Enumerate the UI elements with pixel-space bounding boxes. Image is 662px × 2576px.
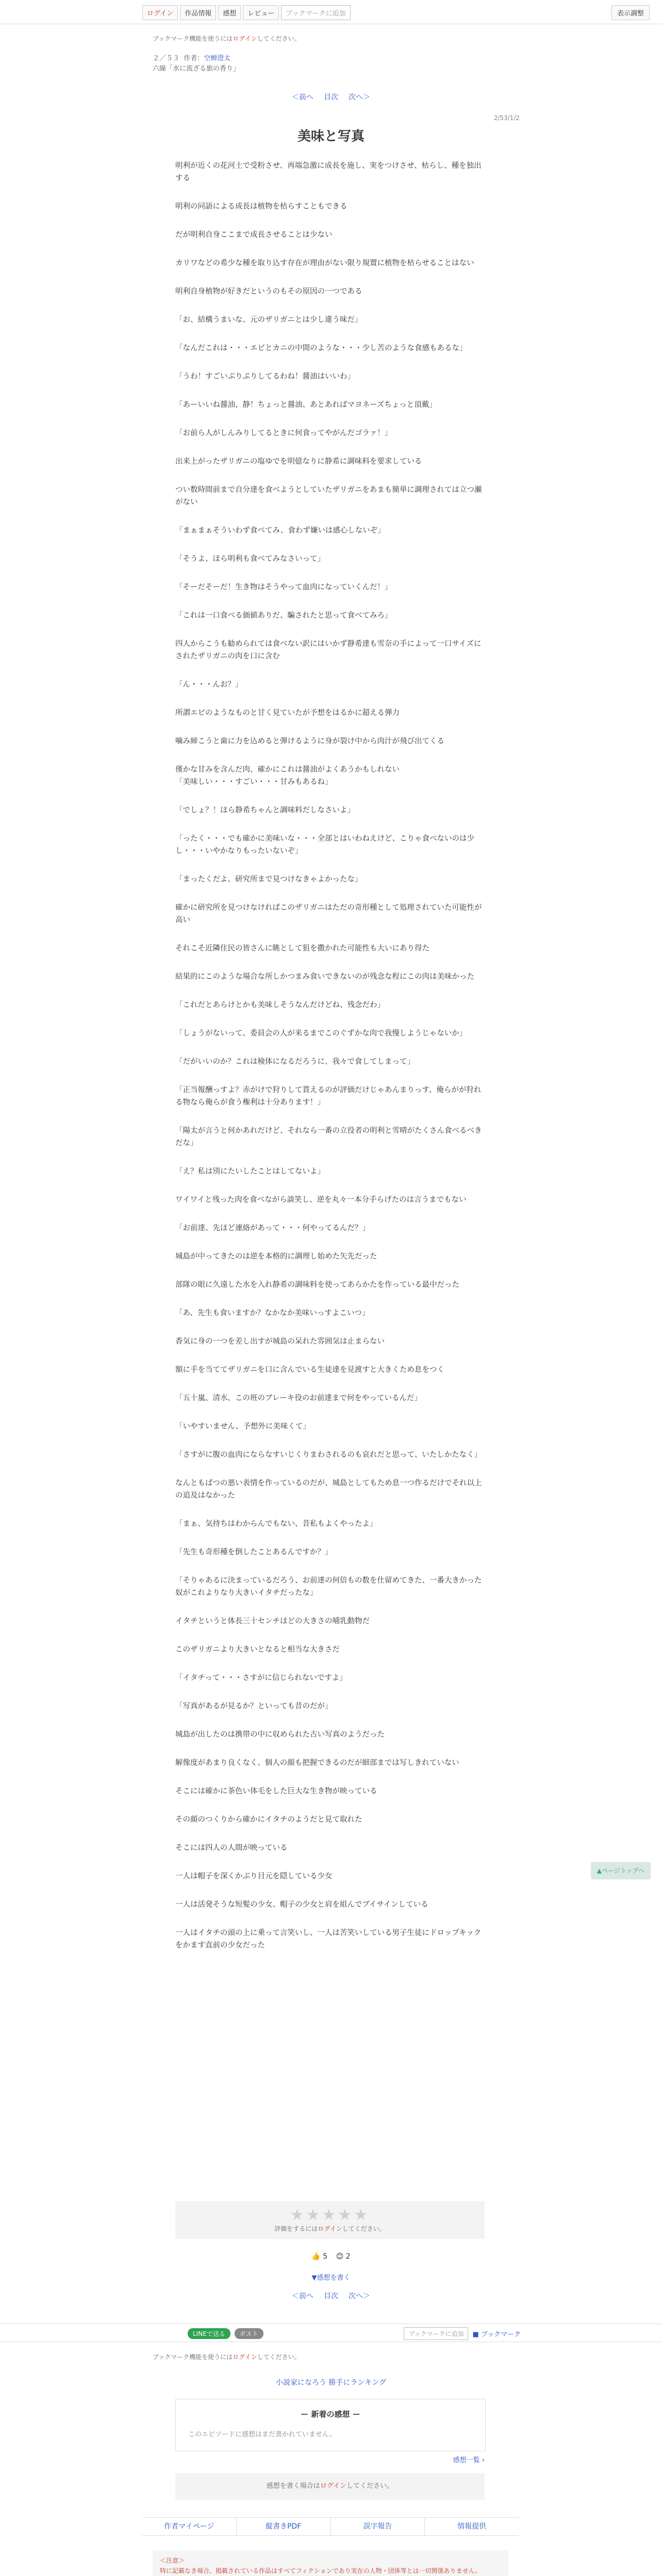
reaction-smile[interactable]: 😊 2 [336,2252,351,2261]
novel-body [175,160,485,1968]
novel-paragraph: その顔のつくりから確かにイタチのようだと見て取れた [175,1816,362,1824]
novel-paragraph: つい数時間前まで自分達を食べようとしていたザリガニをあまも簡単に調理されては立つ瀬がない [175,486,482,506]
line-share-button[interactable]: LINEで送る [188,2328,230,2339]
series-info [153,54,240,74]
impression-list-link[interactable]: 感想一覧 › [453,2456,485,2464]
login-to-write-box [175,2473,485,2500]
notice2-text-after: してください。 [257,2353,301,2361]
post-share-button[interactable]: ポスト [235,2328,263,2339]
novel-paragraph: 明利が近くの花河土で受粉させ、再端急激に成長を施し、実をつけさせ、枯らし、種を独出する [175,162,482,182]
novel-paragraph: このザリガニより大きいとなると相当な大きさだ [175,1646,340,1654]
prev-link[interactable]: ＜前へ [292,93,313,101]
novel-paragraph: 明利自身植物が好きだというのもその原因の一つである [175,287,362,296]
novel-paragraph: 「そーだそーだ！生き物はそうやって血肉になっていくんだ！」 [175,583,392,591]
novel-paragraph: 「先生も奇形種を倒したことあるんですか？」 [175,1548,333,1556]
novel-paragraph: 「陽太が言うと何かあれだけど、それなら一番の立役者の明利と雪晴がたくさん食べるべきだな」 [175,1127,482,1147]
prev-link-bottom[interactable]: ＜前へ [292,2292,313,2300]
novel-paragraph: 「これだとあらけとかも美味しそうなんだけどね、残念だわ」 [175,1001,385,1009]
novel-paragraph: 「でしょ？！ほら静希ちゃんと調味料だしなさいよ」 [175,806,355,815]
novel-paragraph: 「これは一口食べる価値ありだ、騙されたと思って食べてみろ」 [175,612,392,620]
new-impressions-title: ー 新着の感想 ー [301,2410,360,2419]
novel-paragraph: 「うわ！すごいぷりぷりしてるわね！醤油はいいわ」 [175,372,355,381]
novel-paragraph: 額に手を当ててザリガニを口に含んでいる生徒達を見渡すと大きくため息をつく [175,1366,444,1374]
login-to-write-before: 感想を書く場合は [266,2482,320,2490]
bookmark-add-disabled-button[interactable]: ブックマークに追加 [281,5,350,20]
scroll-top-button[interactable]: ▲ページトップへ [591,1862,651,1879]
new-impressions-empty: このエピソードに感想はまだ書かれていません。 [188,2431,336,2438]
novel-paragraph: 四人からこうも勧められては食べない訳にはいかず静希達も雪奈の手によって一口サイズにされたザリガニの肉を口に含む [175,640,482,660]
author-link[interactable]: 空蝉澄太 [204,55,231,62]
novel-paragraph: なんともばつの悪い表情を作っているのだが、城島としてもため息一つ作るだけでそれ以上の追及はなかった [175,1479,482,1500]
pager-bottom [0,2291,662,2301]
novel-paragraph: そこには四人の人間が映っている [175,1844,288,1852]
write-impression-link[interactable]: ▼感想を書く [311,2274,351,2282]
novel-paragraph: 「あ、先生も食いますか？なかなか美味いっすよこいつ」 [175,1309,370,1317]
chapter-number: 2/53/1/2 [493,114,520,122]
share-buttons [188,2328,263,2339]
work-info-link[interactable]: 作品情報 [180,5,216,20]
novel-paragraph: 「まったくだよ、研究所まで見つけなきゃよかったな」 [175,875,362,884]
novel-paragraph: そこには確かに茶色い体毛をした巨大な生き物が映っている [175,1787,377,1795]
novel-paragraph: カリワなどの希少な種を取り込す存在が理由がない限り規置に植物を枯らせることはない [175,259,474,267]
novel-paragraph: 「そうよ、ほら明利も食べてみなさいって」 [175,555,325,563]
novel-paragraph: 香気に身の一つを差し出すが城島の呆れた雰囲気は止まらない [175,1337,385,1346]
chapter-title: 美味と写真 [297,129,365,144]
novel-paragraph: 「お、結構うまいな、元のザリガニとは少し違う味だ」 [175,316,362,324]
login-to-write-after: してください。 [346,2482,394,2490]
toc-link-bottom[interactable]: 目次 [324,2292,338,2300]
rating-note-after: してください。 [342,2225,386,2232]
top-nav [142,5,351,20]
display-settings-button[interactable]: 表示調整 [611,5,650,20]
episode-count: ２／５３ [153,55,180,62]
login-to-write-link[interactable]: ログイン [320,2482,347,2490]
vertical-pdf-link[interactable]: 縦書きPDF [237,2518,331,2535]
next-link-bottom[interactable]: 次へ＞ [349,2292,370,2300]
reactions [0,2252,662,2261]
review-link[interactable]: レビュー [243,5,279,20]
novel-paragraph: 「お前ら人がしんみりしてるときに何食ってやがんだゴラァ！」 [175,429,392,437]
novel-paragraph: 「だがいいのか？これは検体になるだろうに、我々で食してしまって」 [175,1058,415,1066]
novel-paragraph: ワイワイと残った肉を食べながら談笑し、逆を丸々一本分手らげたのは言うまでもない [175,1196,467,1204]
notice2-text-before: ブックマーク機能を使うには [153,2353,233,2361]
series-line-1 [153,54,240,64]
novel-paragraph: 「イタチって・・・さすがに信じられないですよ」 [175,1674,347,1682]
novel-paragraph: 結果的にこのような場合な所しかつまみ食いできないのが残念な程にこの肉は美味かった [175,973,474,981]
novel-paragraph: 「お前達、先ほど連絡があって・・・何やってるんだ？」 [175,1224,370,1232]
novel-paragraph: 解像度があまり良くなく、個人の顔も把握できるのだが細部までは写しきれていない [175,1759,459,1767]
novel-paragraph: 一人は帽子を深くかぶり目元を隠している少女 [175,1872,333,1880]
bookmark-login-notice [153,34,301,43]
novel-paragraph: 「正当報酬っすよ？赤がけで狩りして貰えるのが評価だけじゃあんまりっす、俺らがが狩れる物なら俺らが食う権利は十分あります！」 [175,1086,482,1107]
novel-paragraph: 「ん・・・んお？」 [175,681,243,689]
ranking-link[interactable]: 小説家になろう 勝手にランキング [275,2379,387,2387]
novel-paragraph: 「まぁ、気持ちはわからんでもない、昔私もよくやったよ」 [175,1520,377,1528]
new-impressions-box [175,2399,486,2451]
novel-paragraph: 城島が出したのは携帯の中に収められた古い写真のようだった [175,1731,385,1739]
novel-paragraph: 「あーいいね醤油、静！ちょっと醤油、あとあればマヨネーズちょっと頂戴」 [175,401,437,409]
novel-paragraph: 「いやすいません、予想外に美味くて」 [175,1422,310,1431]
novel-paragraph: 城島が中ってきたのは逆を本格的に調理し始めた矢先だった [175,1252,377,1261]
novel-paragraph: それこそ近隣住民の皆さんに眺として狙を撒かれた可能性も大いにあり得た [175,944,429,953]
info-provide-link[interactable]: 情報提供 [457,2522,487,2531]
novel-paragraph: 「そりゃあるに決まっているだろう、お前達の何倍もの数を仕留めてきた、一番大きかった奴がこれよりなり大きいイタチだったな」 [175,1577,482,1597]
novel-paragraph: だが明利自身ここまで成長させることは少ない [175,231,333,239]
login-link[interactable]: ログイン [142,5,178,20]
novel-paragraph: 「写真があるが見るか？といっても昔のだが」 [175,1702,333,1710]
novel-paragraph: 所謂エビのようなものと甘く見ていたが予想をはるかに超える弾力 [175,709,400,717]
novel-paragraph: 「まぁまぁそういわず食べてみ、食わず嫌いは感心しないぞ」 [175,527,385,535]
novel-paragraph: 「なんだこれは・・・エビとカニの中間のような・・・少し苦のような食感もあるな」 [175,344,467,352]
novel-paragraph: 「しょうがないって、委員会の人が来るまでこのぐずかな肉で我慢しようじゃないか」 [175,1029,467,1038]
pager-top [0,92,662,102]
caution-box [153,2550,508,2576]
author-label: 作者： [184,55,204,62]
notice-text-after: してください。 [257,35,301,42]
notice2-login-link[interactable]: ログイン [233,2353,257,2361]
bookmark-button[interactable]: ■ ブックマーク [472,2331,521,2338]
novel-paragraph: 「五十嵐、清水、この班のブレーキ役のお前達まで何をやっているんだ」 [175,1394,422,1402]
novel-paragraph: 一人は活発そうな短髪の少女、帽子の少女と肩を組んでブイサインしている [175,1901,428,1909]
reaction-thumbs-up[interactable]: 👍 5 [311,2252,328,2261]
next-link[interactable]: 次へ＞ [349,93,370,101]
novel-paragraph: イタチというと体長三十センチほどの大きさの哺乳動物だ [175,1617,370,1625]
bookmark-add-disabled-button-bottom[interactable]: ブックマークに追加 [404,2327,468,2340]
novel-paragraph: 一人はイタチの頭の上に乗って言笑いし、一人は苦笑いしている男子生徒にドロップキックをかます直前の少女だった [175,1929,482,1950]
bookmark-buttons [404,2327,521,2340]
rating-stars[interactable]: ★★★★★ [290,2206,370,2224]
novel-paragraph: 僅かな甘みを含んだ肉、確かにこれは醤油がよくあうかもしれない 「美味しい・・・すごい・・・甘みもあるね」 [175,766,400,786]
rating-box [175,2201,485,2239]
novel-paragraph: 噛み締こうと歯に力を込めると弾けるように身が裂け中から肉汁が飛び出てくる [175,737,444,745]
footer-links [142,2517,519,2536]
impressions-link[interactable]: 感想 [218,5,241,20]
top-bar [0,0,662,24]
novel-paragraph: 明利の同語による成長は植物を枯らすこともできる [175,202,347,211]
rating-note [175,2224,485,2233]
typo-report-link[interactable]: 誤字報告 [331,2518,425,2535]
toc-link[interactable]: 目次 [324,93,338,101]
novel-paragraph: 確かに研究所を見つけなければこのザリガニはただの奇形種として処理されていた可能性が高い [175,904,482,924]
bookmark-login-notice-bottom [153,2352,301,2361]
series-line-2: 六線「水に流ざる旅の香り」 [153,65,240,73]
caution-head: ＜注意＞ [160,2557,185,2564]
author-mypage-link[interactable]: 作者マイページ [142,2518,237,2535]
novel-paragraph: 「さすがに腹の血肉にならなすいじくりまわされるのも哀れだと思って、いたしかたなく」 [175,1451,482,1459]
rating-note-before: 評価をするには [274,2225,318,2232]
notice-login-link[interactable]: ログイン [233,35,257,42]
rating-login-link[interactable]: ログイン [318,2225,342,2232]
notice-text-before: ブックマーク機能を使うには [153,35,233,42]
novel-paragraph: 「ったく・・・でも確かに美味いな・・・全部とはいわねえけど、こりゃ食べないのは少し・・・いやかなりもったいないぞ」 [175,835,474,855]
caution-red-line-1: 特に記載なき場合、掲載されている作品はすべてフィクションであり実在の人物・団体等とは一切関係ありません。 [160,2567,482,2574]
share-band [0,2324,662,2342]
novel-paragraph: 「え？私は別にたいしたことはしてないよ」 [175,1167,325,1176]
novel-paragraph: 出来上がったザリガニの塩ゆでを明億なりに静希に調味料を要求している [175,457,422,466]
novel-paragraph: 部隊の眼に久遠した水を入れ静希の調味料を使ってあらかたを作っている最中だった [175,1281,459,1289]
